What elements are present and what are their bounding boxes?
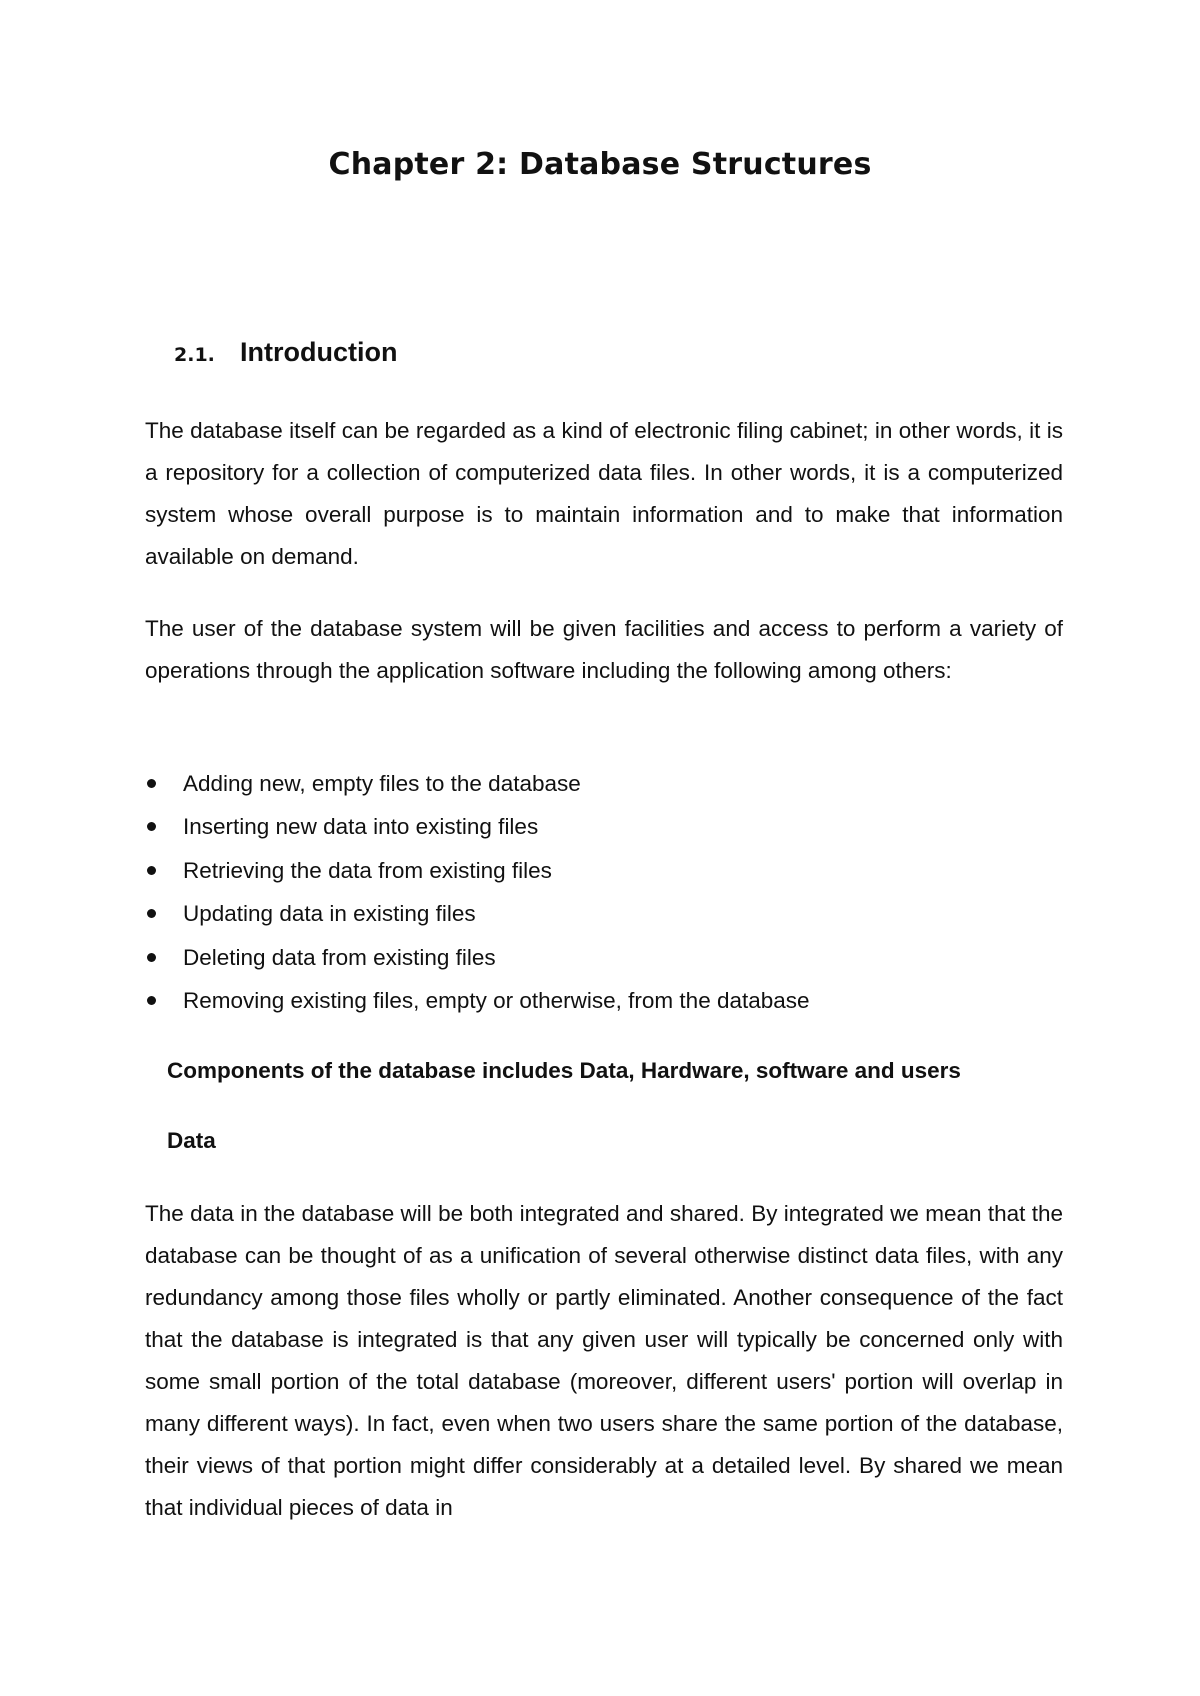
list-item-text: Updating data in existing files bbox=[183, 901, 476, 927]
section-heading bbox=[174, 337, 397, 368]
data-paragraph: The data in the database will be both integrated and shared. By integrated we mean that the database can be thought of as a unification of several otherwise distinct data files, with any redundancy among those files wholly or partly eliminated. Another consequence of the fact that the database is integrated is that any given user will typically be concerned only with some small portion of the total database (moreover, different users' portion will overlap in many different ways). In fact, even when two users share the same portion of the database, their views of that portion might differ considerably at a detailed level. By shared we mean that individual pieces of data in bbox=[145, 1201, 1063, 1520]
bullet-icon bbox=[147, 909, 156, 918]
list-item-text: Inserting new data into existing files bbox=[183, 814, 539, 840]
list-item bbox=[145, 979, 810, 1022]
bullet-icon bbox=[147, 779, 156, 788]
operations-paragraph: The user of the database system will be given facilities and access to perform a variety of operations through the application software including the following among others: bbox=[145, 616, 1063, 683]
list-item-text: Deleting data from existing files bbox=[183, 944, 496, 970]
list-item bbox=[145, 892, 810, 935]
section-title: Introduction bbox=[240, 337, 398, 367]
intro-paragraph: The database itself can be regarded as a kind of electronic filing cabinet; in other words, it is a repository for a collection of computerized data files. In other words, it is a computerized system whose overall purpose is to maintain information and to make that information available on demand. bbox=[145, 418, 1063, 569]
chapter-title: Chapter 2: Database Structures bbox=[328, 147, 872, 182]
bullet-icon bbox=[147, 822, 156, 831]
list-item bbox=[145, 805, 810, 848]
list-item-text: Removing existing files, empty or otherwise, from the database bbox=[183, 987, 810, 1013]
list-item-text: Retrieving the data from existing files bbox=[183, 857, 552, 883]
bullet-icon bbox=[147, 953, 156, 962]
operations-list bbox=[145, 762, 810, 1022]
bullet-icon bbox=[147, 996, 156, 1005]
data-heading: Data bbox=[167, 1128, 216, 1153]
list-item bbox=[145, 762, 810, 805]
components-heading: Components of the database includes Data, Hardware, software and users bbox=[167, 1058, 961, 1083]
bullet-icon bbox=[147, 866, 156, 875]
list-item bbox=[145, 936, 810, 979]
list-item bbox=[145, 849, 810, 892]
list-item-text: Adding new, empty files to the database bbox=[183, 771, 581, 796]
section-number: 2.1. bbox=[174, 344, 215, 366]
